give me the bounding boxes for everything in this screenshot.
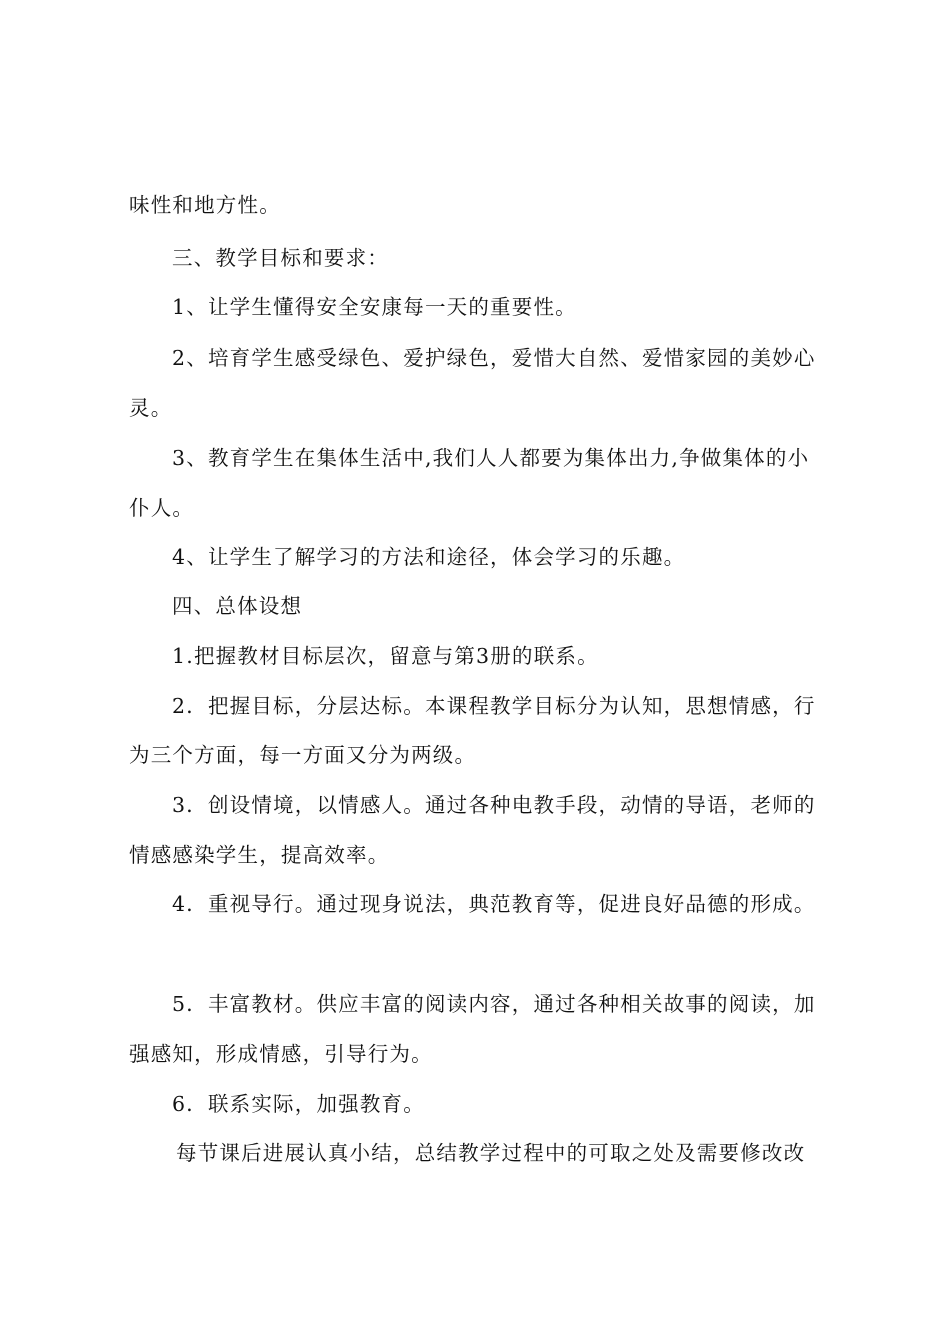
text-line: 4．重视导行。通过现身说法，典范教育等，促进良好品德的形成。	[172, 892, 816, 916]
text-line: 1、让学生懂得安全安康每一天的重要性。	[172, 295, 577, 319]
section-heading: 四、总体设想	[172, 594, 303, 618]
text-line: 2、培育学生感受绿色、爱护绿色，爱惜大自然、爱惜家园的美妙心	[172, 346, 816, 370]
text-line: 仆人。	[129, 496, 195, 520]
text-line: 4、让学生了解学习的方法和途径，体会学习的乐趣。	[172, 545, 686, 569]
text-line: 2．把握目标，分层达标。本课程教学目标分为认知，思想情感，行	[172, 694, 816, 718]
text-line: 1.把握教材目标层次，留意与第3册的联系。	[172, 644, 599, 668]
text-line: 3、教育学生在集体生活中,我们人人都要为集体出力,争做集体的小	[172, 446, 810, 470]
text-line: 情感感染学生，提高效率。	[129, 843, 390, 867]
text-line: 6．联系实际，加强教育。	[172, 1092, 425, 1116]
text-line: 3．创设情境，以情感人。通过各种电教手段，动情的导语，老师的	[172, 793, 816, 817]
text-line: 强感知，形成情感，引导行为。	[129, 1042, 433, 1066]
section-heading: 三、教学目标和要求：	[172, 246, 389, 270]
text-line: 味性和地方性。	[129, 193, 281, 217]
text-line: 灵。	[129, 396, 173, 420]
text-line: 每节课后进展认真小结，总结教学过程中的可取之处及需要修改改	[176, 1141, 806, 1165]
text-line: 5．丰富教材。供应丰富的阅读内容，通过各种相关故事的阅读，加	[172, 992, 816, 1016]
text-line: 为三个方面，每一方面又分为两级。	[129, 743, 477, 767]
